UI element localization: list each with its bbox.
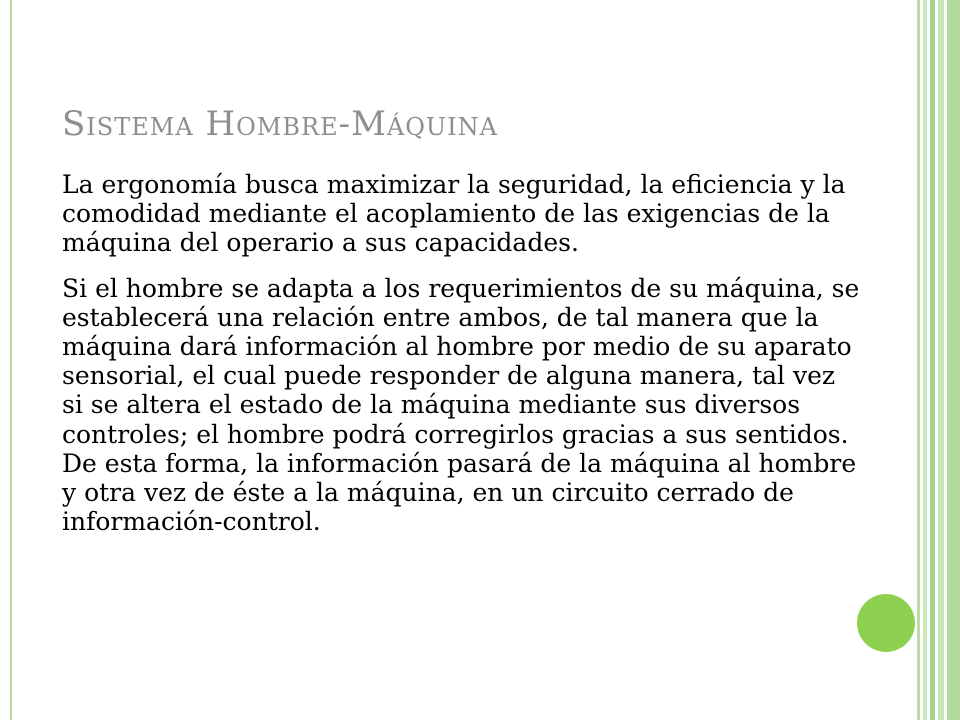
- right-stripe: [923, 0, 927, 720]
- right-stripe: [938, 0, 944, 720]
- right-stripe: [930, 0, 935, 720]
- right-stripe: [947, 0, 960, 720]
- body-paragraph: Si el hombre se adapta a los requerimientos de su máquina, se establecerá una relación entre ambos, de tal manera que la máquina dará información al hombre por medio de su aparato sensorial, el cual puede responder de alguna manera, tal vez si se altera el estado de la máquina mediante sus diversos controles; el hombre podrá corregirlos gracias a sus sentidos. De esta forma, la información pasará de la máquina al hombre y otra vez de éste a la máquina, en un circuito cerrado de información-control.: [62, 273, 860, 537]
- left-border-line: [10, 0, 12, 720]
- decorative-circle: [857, 594, 915, 652]
- right-stripe: [917, 0, 920, 720]
- slide-body: [62, 170, 862, 552]
- body-paragraph: La ergonomía busca maximizar la seguridad, la eficiencia y la comodidad mediante el acoplamiento de las exigencias de la máquina del operario a sus capacidades.: [62, 170, 846, 258]
- slide-title: Sistema Hombre-Máquina: [62, 104, 498, 144]
